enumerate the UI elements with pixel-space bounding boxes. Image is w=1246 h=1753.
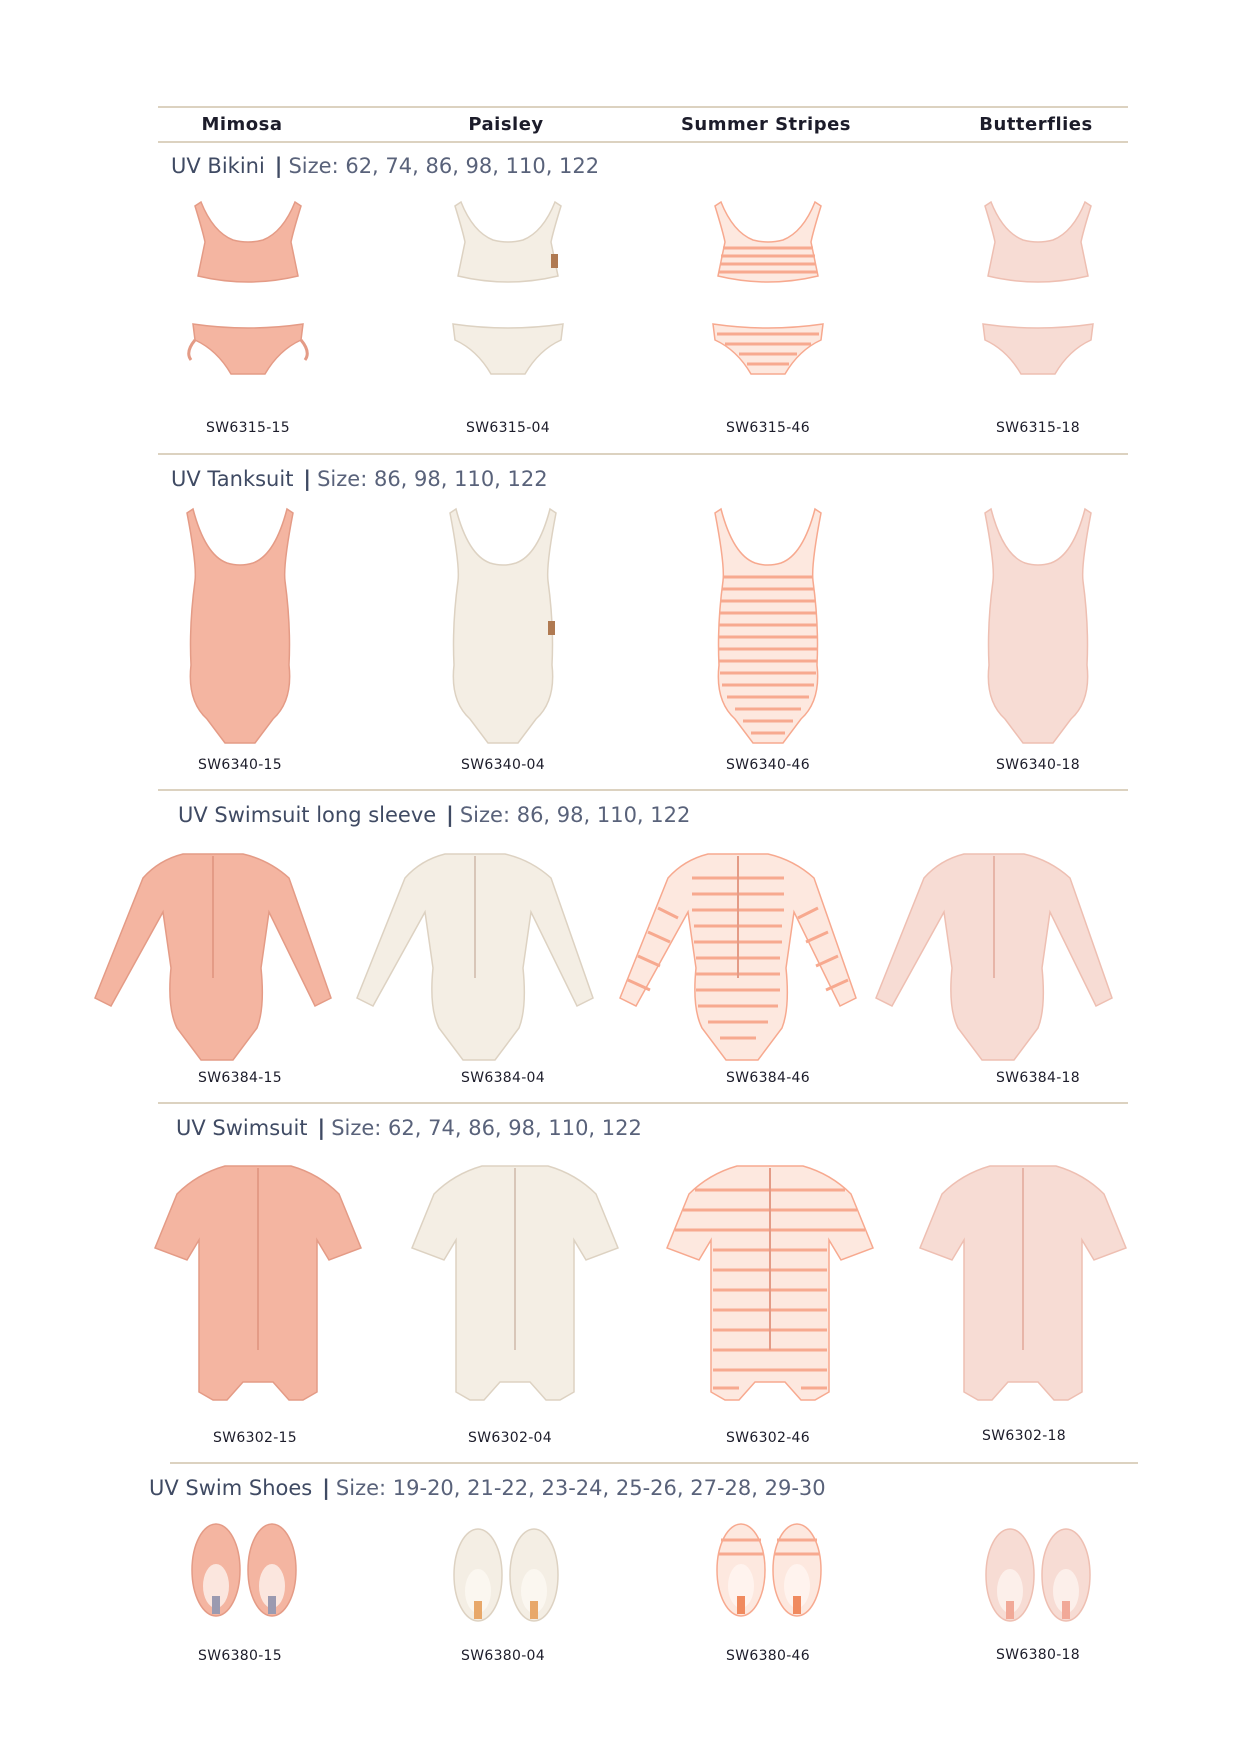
tanksuit-paisley-image — [438, 505, 568, 745]
swimsuit-paisley-image — [410, 1160, 620, 1416]
sku-label: SW6340-04 — [461, 757, 545, 773]
sku-label: SW6384-15 — [198, 1070, 282, 1086]
section-divider — [158, 1102, 1128, 1104]
swim-shoes-butterflies-image — [982, 1525, 1094, 1625]
tanksuit-butterflies-image — [973, 505, 1103, 745]
swimsuit-mimosa-image — [153, 1160, 363, 1416]
section-name: UV Swimsuit — [176, 1116, 308, 1140]
bikini-paisley-image — [443, 192, 573, 402]
tanksuit-mimosa-image — [175, 505, 305, 745]
swim-shoes-paisley-image — [450, 1525, 562, 1625]
sku-label: SW6380-18 — [996, 1647, 1080, 1663]
long-sleeve-swimsuit-mimosa-image — [93, 848, 333, 1063]
section-name: UV Tanksuit — [171, 467, 294, 491]
swimsuit-butterflies-image — [918, 1160, 1128, 1416]
long-sleeve-swimsuit-summer-stripes-image — [618, 848, 858, 1063]
size-range: Size: 19-20, 21-22, 23-24, 25-26, 27-28, 29-30 — [335, 1476, 826, 1500]
size-range: Size: 62, 74, 86, 98, 110, 122 — [288, 154, 600, 178]
bikini-mimosa-image — [183, 192, 313, 402]
sku-label: SW6384-04 — [461, 1070, 545, 1086]
size-range: Size: 86, 98, 110, 122 — [317, 467, 548, 491]
tanksuit-summer-stripes-image — [703, 505, 833, 745]
long-sleeve-swimsuit-butterflies-image — [874, 848, 1114, 1063]
sku-label: SW6302-04 — [468, 1430, 552, 1446]
sku-label: SW6384-18 — [996, 1070, 1080, 1086]
header-top-rule — [158, 106, 1128, 108]
section-title-uv-swim-shoes — [149, 1476, 826, 1500]
sku-label: SW6315-15 — [206, 420, 290, 436]
header-bottom-rule — [158, 141, 1128, 143]
sku-label: SW6380-15 — [198, 1648, 282, 1664]
sku-label: SW6302-15 — [213, 1430, 297, 1446]
section-separator: | — [322, 1476, 330, 1500]
bikini-butterflies-image — [973, 192, 1103, 402]
section-separator: | — [303, 467, 312, 491]
section-title-uv-tanksuit — [171, 467, 548, 491]
sku-label: SW6315-46 — [726, 420, 810, 436]
section-name: UV Swim Shoes — [149, 1476, 313, 1500]
section-separator: | — [446, 803, 454, 827]
sku-label: SW6384-46 — [726, 1070, 810, 1086]
sku-label: SW6340-46 — [726, 757, 810, 773]
sku-label: SW6302-46 — [726, 1430, 810, 1446]
sku-label: SW6340-15 — [198, 757, 282, 773]
section-name: UV Bikini — [171, 154, 265, 178]
sku-label: SW6340-18 — [996, 757, 1080, 773]
long-sleeve-swimsuit-paisley-image — [355, 848, 595, 1063]
section-title-uv-bikini — [171, 154, 599, 178]
section-separator: | — [317, 1116, 326, 1140]
swim-shoes-mimosa-image — [188, 1520, 300, 1620]
column-header-mimosa: Mimosa — [201, 114, 283, 135]
section-name: UV Swimsuit long sleeve — [178, 803, 437, 827]
column-header-summer-stripes: Summer Stripes — [680, 114, 852, 135]
sku-label: SW6315-18 — [996, 420, 1080, 436]
section-divider — [170, 1462, 1138, 1464]
swim-shoes-summer-stripes-image — [713, 1520, 825, 1620]
section-divider — [158, 453, 1128, 455]
column-header-butterflies: Butterflies — [979, 114, 1093, 135]
section-divider — [158, 789, 1128, 791]
section-title-uv-swimsuit-long-sleeve — [178, 803, 690, 827]
section-separator: | — [274, 154, 283, 178]
bikini-summer-stripes-image — [703, 192, 833, 402]
section-title-uv-swimsuit — [176, 1116, 642, 1140]
sku-label: SW6302-18 — [982, 1428, 1066, 1444]
swimsuit-summer-stripes-image — [665, 1160, 875, 1416]
size-range: Size: 86, 98, 110, 122 — [459, 803, 691, 827]
size-range: Size: 62, 74, 86, 98, 110, 122 — [331, 1116, 642, 1140]
sku-label: SW6380-04 — [461, 1648, 545, 1664]
column-header-paisley: Paisley — [468, 114, 544, 135]
sku-label: SW6380-46 — [726, 1648, 810, 1664]
sku-label: SW6315-04 — [466, 420, 550, 436]
